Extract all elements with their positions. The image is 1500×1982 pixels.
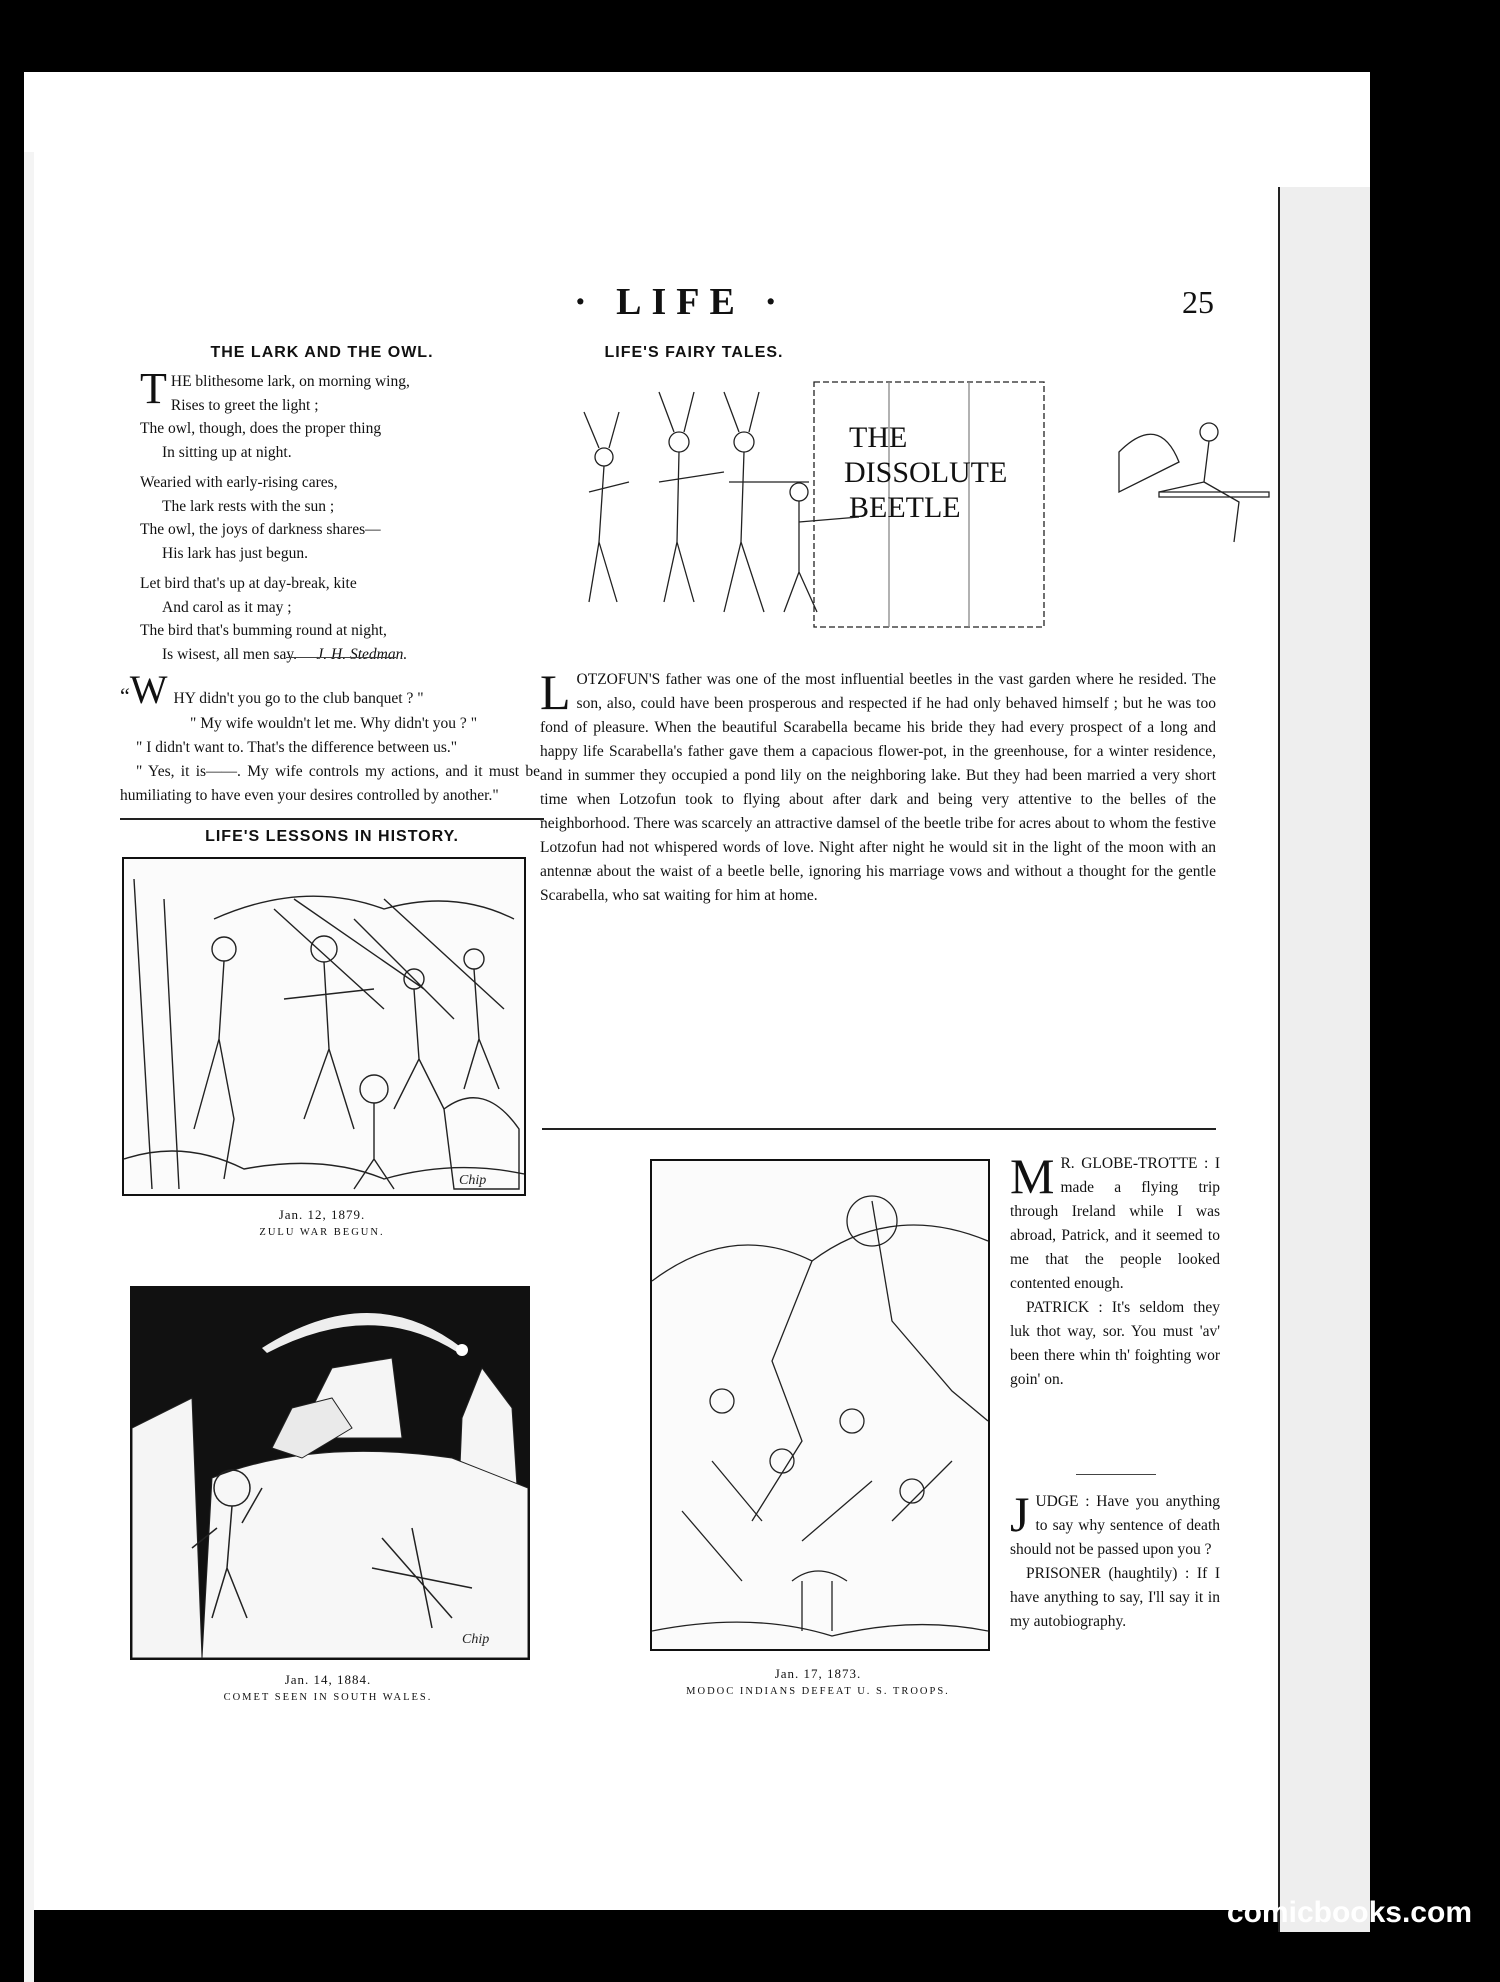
divider: [1076, 1474, 1156, 1475]
magazine-title: · LIFE ·: [574, 281, 788, 323]
caption-zulu: Jan. 12, 1879. ZULU WAR BEGUN.: [259, 1207, 385, 1238]
drop-cap: J: [1010, 1486, 1030, 1542]
page-left-edge: [24, 152, 34, 1982]
poem-title: THE LARK AND THE OWL.: [210, 344, 434, 361]
artist-signature: Chip: [462, 1632, 490, 1647]
drop-cap: M: [1010, 1148, 1055, 1204]
magazine-page: [24, 72, 1370, 1910]
page-number: 25: [1182, 284, 1214, 320]
sign-line-2: DISSOLUTE: [844, 456, 1008, 489]
watermark: comicbooks.com: [1226, 1896, 1472, 1929]
zulu-war-illustration: [122, 857, 526, 1196]
fairy-tales-title: LIFE'S FAIRY TALES.: [604, 344, 784, 361]
modoc-illustration: [650, 1159, 990, 1651]
dissolute-beetle-illustration: [559, 372, 1319, 637]
sign-line-1: THE: [849, 421, 908, 454]
artist-signature: Chip: [459, 1173, 487, 1188]
drop-cap: L: [540, 664, 571, 720]
drop-cap: T: [140, 364, 167, 413]
judge-joke: JUDGE : Have you anything to say why sentence of death should not be passed upon you ? PRISONER (haughtily) : If I have anything to say, I'll say it in my autobiography.: [1010, 1486, 1220, 1630]
divider: [542, 1128, 1216, 1130]
caption-modoc: Jan. 17, 1873. MODOC INDIANS DEFEAT U. S. TROOPS.: [686, 1666, 950, 1697]
fairy-tale-story: LOTZOFUN'S father was one of the most influential beetles in the vast garden where he resided. The son, also, could have been prosperous and respected if he had only behaved himself ; but he was too fond of pleasure. When the beautiful Scarabella became his bride they had every prospect of a long and happy life Scarabella's father gave them a capacious flower-pot, in the greenhouse, for a winter residence, and in summer they occupied a pond lily on the neighboring lake. But they had been married a very short time when Lotzofun took to flying about after dark and being very attentive to the belles of the neighborhood. There was scarcely an attractive damsel of the beetle tribe for acres about to whom the festive Lotzofun had not whispered words of love. Night after night he would sit in the light of the moon with an antennæ about the waist of a beetle belle, ignoring his marriage vows and without a thought for the gentle Scarabella, who sat waiting for him at home.: [540, 664, 1216, 904]
divider: [120, 818, 544, 820]
divider: [286, 657, 396, 658]
banquet-joke: “W HY didn't you go to the club banquet ? " " My wife wouldn't let me. Why didn't you ? " " I didn't want to. That's the difference between us." " Yes, it is——. My wife controls my actions, and it must be humiliating to have even your desires controlled by another.": [120, 667, 540, 804]
poem-lark-owl: THE blithesome lark, on morning wing, Rises to greet the light ; The owl, though, does the proper thing In sitting up at night. Wearied with early-rising cares, The lark rests with the sun ; The owl, the joys of darkness shares— His lark has just begun. Let bird that's up at day-break, kite And carol as it may ; The bird that's bumming round at night, Is wisest, all men say. J. H. Stedman.: [140, 364, 410, 663]
comet-illustration: [130, 1286, 530, 1660]
globe-trotter-joke: M R. GLOBE-TROTTE : I made a flying trip through Ireland while I was abroad, Patrick, and it seemed to me that the people looked contented enough. PATRICK : It's seldom they luk thot way, sor. You must 'av' been there whin th' foighting wor goin' on.: [1010, 1148, 1220, 1388]
sign-line-3: BEETLE: [849, 491, 961, 524]
poem-author: J. H. Stedman.: [316, 645, 408, 663]
history-title: LIFE'S LESSONS IN HISTORY.: [205, 828, 459, 845]
caption-comet: Jan. 14, 1884. COMET SEEN IN SOUTH WALES.: [223, 1672, 433, 1703]
